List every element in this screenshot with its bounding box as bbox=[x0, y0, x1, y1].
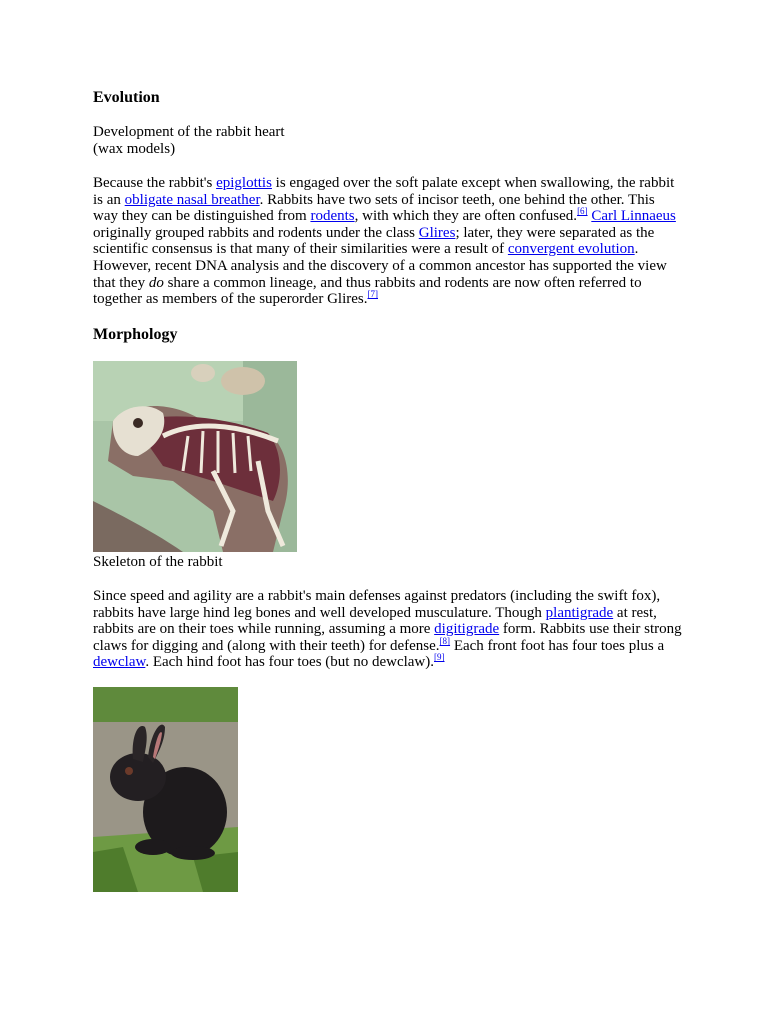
text-run: . Rabbits have two sets of incisor teeth, one behind the other. This way they can be distinguished from bbox=[93, 191, 655, 225]
reference-7[interactable]: [7] bbox=[367, 289, 378, 300]
skeleton-caption: Skeleton of the rabbit bbox=[93, 554, 223, 570]
text-run: . Each hind foot has four toes (but no dewclaw). bbox=[145, 654, 435, 671]
text-run: originally grouped rabbits and rodents under the class bbox=[93, 224, 419, 241]
text-run: share a common lineage, and thus rabbits and rodents are now often referred to together as members of the superorder Glires. bbox=[93, 274, 642, 308]
link-dewclaw[interactable]: dewclaw bbox=[93, 654, 146, 671]
text-run: Since speed and agility are a rabbit's main defenses against predators (including the swift fox), rabbits have large hind leg bones and well developed musculature. Though bbox=[93, 588, 661, 621]
link-convergent-evolution[interactable]: convergent evolution bbox=[507, 241, 635, 258]
text-run: , with which they are often confused. bbox=[354, 208, 578, 225]
link-obligate-nasal-breather[interactable]: obligate nasal breather bbox=[124, 191, 260, 208]
heart-caption-line1: Development of the rabbit heart bbox=[93, 124, 285, 140]
text-run: ; later, they were separated as the scientific consensus is that many of their similarities were a result of bbox=[93, 224, 655, 258]
text-run: form. Rabbits use their strong claws for digging and (along with their teeth) for defense. bbox=[93, 621, 682, 654]
heart-caption bbox=[93, 124, 683, 157]
text-run: . However, recent DNA analysis and the discovery of a common ancestor has supported the view that they bbox=[93, 241, 667, 291]
link-carl-linnaeus[interactable]: Carl Linnaeus bbox=[591, 208, 676, 225]
rabbit-skeleton-image bbox=[93, 361, 297, 552]
link-digitigrade[interactable]: digitigrade bbox=[434, 621, 500, 638]
link-glires[interactable]: Glires bbox=[418, 224, 456, 241]
text-run: Each front foot has four toes plus a bbox=[450, 637, 665, 654]
reference-6[interactable]: [6] bbox=[577, 206, 588, 217]
evolution-paragraph bbox=[93, 175, 683, 308]
emphasis-do: do bbox=[148, 274, 164, 291]
text-run: Because the rabbit's bbox=[93, 175, 217, 191]
link-rodents[interactable]: rodents bbox=[310, 208, 355, 225]
morphology-paragraph bbox=[93, 588, 683, 671]
text-run: at rest, rabbits are on their toes while running, assuming a more bbox=[93, 604, 657, 638]
heart-caption-line2: (wax models) bbox=[93, 140, 176, 157]
section-heading-evolution: Evolution bbox=[93, 89, 160, 106]
black-rabbit-image bbox=[93, 687, 238, 892]
reference-9[interactable]: [9] bbox=[434, 652, 445, 663]
link-epiglottis[interactable]: epiglottis bbox=[216, 175, 272, 191]
link-plantigrade[interactable]: plantigrade bbox=[545, 604, 614, 621]
text-run: is engaged over the soft palate except when swallowing, the rabbit is an bbox=[93, 175, 675, 208]
reference-8[interactable]: [8] bbox=[439, 635, 451, 646]
section-heading-morphology: Morphology bbox=[93, 326, 178, 343]
